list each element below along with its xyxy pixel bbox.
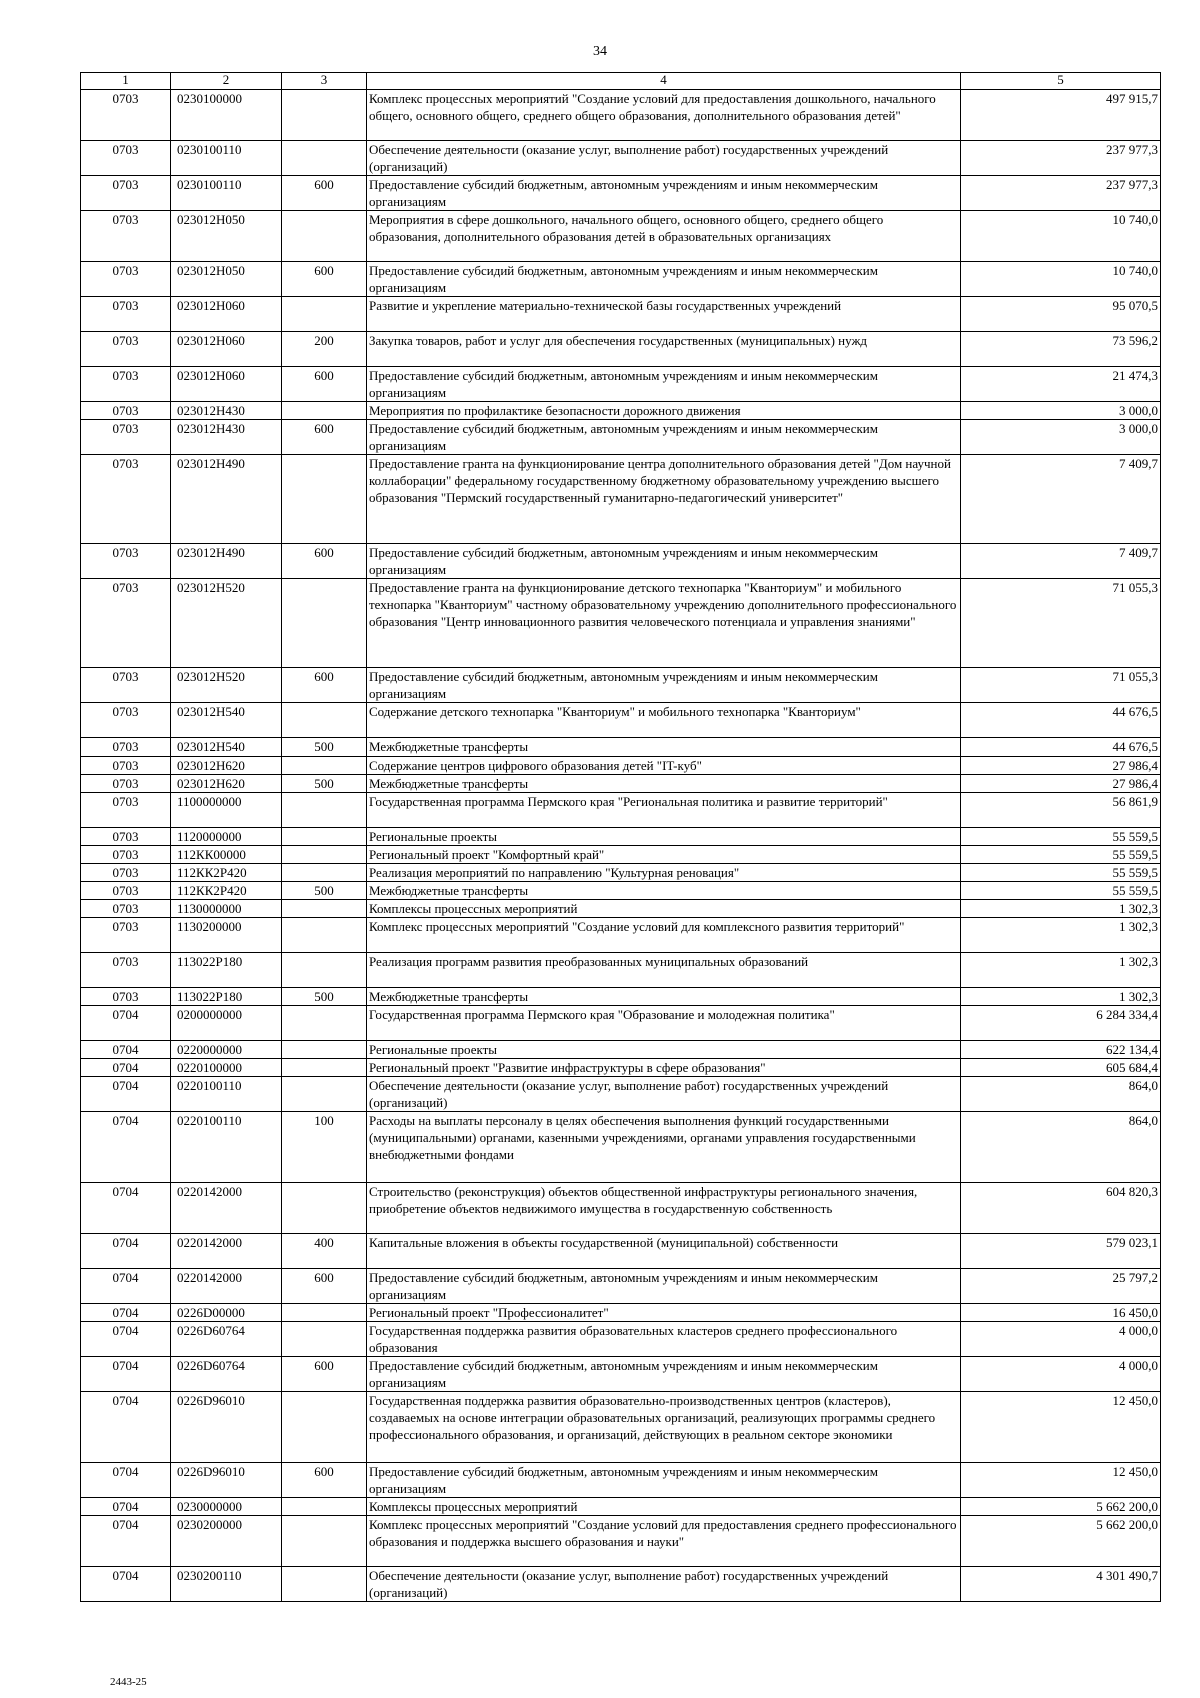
description-cell: Мероприятия в сфере дошкольного, начального общего, основного общего, среднего общего образования, дополнительного образования детей в образовательных организациях xyxy=(367,211,961,262)
table-body xyxy=(81,73,1161,1602)
table-row xyxy=(81,1077,1161,1112)
expense-type-cell xyxy=(282,90,367,141)
expense-type-cell xyxy=(282,864,367,882)
description-cell: Предоставление субсидий бюджетным, автономным учреждениям и иным некоммерческим организациям xyxy=(367,544,961,579)
code-cell: 0220000000 xyxy=(171,1041,282,1059)
expense-type-cell xyxy=(282,579,367,668)
amount-cell: 864,0 xyxy=(961,1077,1161,1112)
section-cell: 0703 xyxy=(81,793,171,828)
section-cell: 0703 xyxy=(81,953,171,988)
code-cell: 0220142000 xyxy=(171,1234,282,1269)
description-cell: Строительство (реконструкция) объектов общественной инфраструктуры регионального значения, приобретение объектов недвижимого имущества в государственную собственность xyxy=(367,1183,961,1234)
table-row xyxy=(81,900,1161,918)
description-cell: Предоставление субсидий бюджетным, автономным учреждениям и иным некоммерческим организациям xyxy=(367,367,961,402)
section-cell: 0704 xyxy=(81,1059,171,1077)
expense-type-cell xyxy=(282,900,367,918)
section-cell: 0703 xyxy=(81,882,171,900)
description-cell: Комплекс процессных мероприятий "Создание условий для предоставления дошкольного, начального общего, основного общего, среднего общего образования, дополнительного образования детей" xyxy=(367,90,961,141)
section-cell: 0704 xyxy=(81,1269,171,1304)
code-cell: 113022Р180 xyxy=(171,988,282,1006)
code-cell: 0226D00000 xyxy=(171,1304,282,1322)
code-cell: 023012Н490 xyxy=(171,455,282,544)
amount-cell: 10 740,0 xyxy=(961,211,1161,262)
code-cell: 023012Н540 xyxy=(171,703,282,738)
amount-cell: 7 409,7 xyxy=(961,455,1161,544)
amount-cell: 44 676,5 xyxy=(961,703,1161,738)
amount-cell: 3 000,0 xyxy=(961,402,1161,420)
code-cell: 023012Н620 xyxy=(171,775,282,793)
description-cell: Комплексы процессных мероприятий xyxy=(367,1498,961,1516)
section-cell: 0703 xyxy=(81,918,171,953)
amount-cell: 5 662 200,0 xyxy=(961,1498,1161,1516)
amount-cell: 1 302,3 xyxy=(961,918,1161,953)
code-cell: 023012Н540 xyxy=(171,738,282,757)
section-cell: 0703 xyxy=(81,988,171,1006)
description-cell: Расходы на выплаты персоналу в целях обеспечения выполнения функций государственными (муниципальными) органами, казенными учреждениями, органами управления государственными внебюджетными фондами xyxy=(367,1112,961,1183)
section-cell: 0704 xyxy=(81,1498,171,1516)
code-cell: 0230100000 xyxy=(171,90,282,141)
section-cell: 0703 xyxy=(81,402,171,420)
expense-type-cell xyxy=(282,297,367,332)
amount-cell: 6 284 334,4 xyxy=(961,1006,1161,1041)
section-cell: 0704 xyxy=(81,1304,171,1322)
code-cell: 112КК2Р420 xyxy=(171,864,282,882)
table-row xyxy=(81,1269,1161,1304)
section-cell: 0703 xyxy=(81,668,171,703)
code-cell: 0226D96010 xyxy=(171,1463,282,1498)
column-header-5: 5 xyxy=(961,73,1161,90)
table-row xyxy=(81,1304,1161,1322)
expense-type-cell: 600 xyxy=(282,367,367,402)
expense-type-cell xyxy=(282,703,367,738)
code-cell: 023012Н430 xyxy=(171,402,282,420)
description-cell: Мероприятия по профилактике безопасности дорожного движения xyxy=(367,402,961,420)
section-cell: 0703 xyxy=(81,176,171,211)
section-cell: 0704 xyxy=(81,1567,171,1602)
description-cell: Региональные проекты xyxy=(367,828,961,846)
table-row xyxy=(81,211,1161,262)
section-cell: 0703 xyxy=(81,141,171,176)
expense-type-cell: 500 xyxy=(282,882,367,900)
section-cell: 0703 xyxy=(81,864,171,882)
description-cell: Межбюджетные трансферты xyxy=(367,738,961,757)
table-row xyxy=(81,1498,1161,1516)
section-cell: 0704 xyxy=(81,1234,171,1269)
table-row xyxy=(81,297,1161,332)
amount-cell: 497 915,7 xyxy=(961,90,1161,141)
description-cell: Региональный проект "Профессионалитет" xyxy=(367,1304,961,1322)
expense-type-cell xyxy=(282,918,367,953)
table-row xyxy=(81,90,1161,141)
expense-type-cell xyxy=(282,1059,367,1077)
description-cell: Развитие и укрепление материально-технической базы государственных учреждений xyxy=(367,297,961,332)
code-cell: 113022Р180 xyxy=(171,953,282,988)
description-cell: Капитальные вложения в объекты государственной (муниципальной) собственности xyxy=(367,1234,961,1269)
amount-cell: 12 450,0 xyxy=(961,1392,1161,1463)
section-cell: 0704 xyxy=(81,1041,171,1059)
amount-cell: 10 740,0 xyxy=(961,262,1161,297)
table-row xyxy=(81,1112,1161,1183)
description-cell: Обеспечение деятельности (оказание услуг, выполнение работ) государственных учреждений (организаций) xyxy=(367,1077,961,1112)
section-cell: 0704 xyxy=(81,1357,171,1392)
description-cell: Предоставление субсидий бюджетным, автономным учреждениям и иным некоммерческим организациям xyxy=(367,176,961,211)
amount-cell: 55 559,5 xyxy=(961,882,1161,900)
section-cell: 0704 xyxy=(81,1077,171,1112)
expense-type-cell: 600 xyxy=(282,1269,367,1304)
description-cell: Предоставление субсидий бюджетным, автономным учреждениям и иным некоммерческим организациям xyxy=(367,1357,961,1392)
code-cell: 023012Н060 xyxy=(171,297,282,332)
description-cell: Содержание детского технопарка "Кванториум" и мобильного технопарка "Кванториум" xyxy=(367,703,961,738)
description-cell: Предоставление субсидий бюджетным, автономным учреждениям и иным некоммерческим организациям xyxy=(367,1269,961,1304)
code-cell: 1100000000 xyxy=(171,793,282,828)
table-row xyxy=(81,864,1161,882)
amount-cell: 55 559,5 xyxy=(961,864,1161,882)
column-header-1: 1 xyxy=(81,73,171,90)
amount-cell: 237 977,3 xyxy=(961,141,1161,176)
table-row xyxy=(81,1059,1161,1077)
code-cell: 023012Н520 xyxy=(171,668,282,703)
expense-type-cell: 400 xyxy=(282,1234,367,1269)
description-cell: Предоставление субсидий бюджетным, автономным учреждениям и иным некоммерческим организациям xyxy=(367,262,961,297)
section-cell: 0703 xyxy=(81,828,171,846)
amount-cell: 16 450,0 xyxy=(961,1304,1161,1322)
table-row xyxy=(81,262,1161,297)
amount-cell: 71 055,3 xyxy=(961,668,1161,703)
amount-cell: 622 134,4 xyxy=(961,1041,1161,1059)
table-row xyxy=(81,402,1161,420)
footer-document-code: 2443-25 xyxy=(110,1676,147,1688)
section-cell: 0704 xyxy=(81,1322,171,1357)
amount-cell: 44 676,5 xyxy=(961,738,1161,757)
section-cell: 0703 xyxy=(81,757,171,775)
expense-type-cell xyxy=(282,1392,367,1463)
description-cell: Межбюджетные трансферты xyxy=(367,775,961,793)
description-cell: Реализация мероприятий по направлению "Культурная реновация" xyxy=(367,864,961,882)
expense-type-cell: 600 xyxy=(282,544,367,579)
expense-type-cell xyxy=(282,1006,367,1041)
section-cell: 0703 xyxy=(81,262,171,297)
code-cell: 023012Н050 xyxy=(171,262,282,297)
table-row xyxy=(81,579,1161,668)
section-cell: 0703 xyxy=(81,420,171,455)
section-cell: 0704 xyxy=(81,1392,171,1463)
description-cell: Предоставление гранта на функционирование центра дополнительного образования детей "Дом научной коллаборации" федеральному государственному бюджетному образовательному учреждению высшего образования "Пермский государственный гуманитарно-педагогический университет" xyxy=(367,455,961,544)
table-row xyxy=(81,793,1161,828)
description-cell: Государственная поддержка развития образовательных кластеров среднего профессионального образования xyxy=(367,1322,961,1357)
table-row xyxy=(81,332,1161,367)
amount-cell: 55 559,5 xyxy=(961,828,1161,846)
amount-cell: 4 301 490,7 xyxy=(961,1567,1161,1602)
section-cell: 0703 xyxy=(81,703,171,738)
description-cell: Обеспечение деятельности (оказание услуг, выполнение работ) государственных учреждений (организаций) xyxy=(367,141,961,176)
expense-type-cell: 500 xyxy=(282,738,367,757)
expense-type-cell xyxy=(282,1304,367,1322)
section-cell: 0703 xyxy=(81,775,171,793)
code-cell: 0230200110 xyxy=(171,1567,282,1602)
section-cell: 0704 xyxy=(81,1463,171,1498)
expense-type-cell xyxy=(282,828,367,846)
table-header-row xyxy=(81,73,1161,90)
table-row xyxy=(81,846,1161,864)
expense-type-cell xyxy=(282,1322,367,1357)
table-row xyxy=(81,176,1161,211)
section-cell: 0704 xyxy=(81,1183,171,1234)
expense-type-cell xyxy=(282,1567,367,1602)
amount-cell: 604 820,3 xyxy=(961,1183,1161,1234)
code-cell: 023012Н060 xyxy=(171,332,282,367)
expense-type-cell xyxy=(282,793,367,828)
column-header-2: 2 xyxy=(171,73,282,90)
code-cell: 1130000000 xyxy=(171,900,282,918)
table-row xyxy=(81,828,1161,846)
amount-cell: 3 000,0 xyxy=(961,420,1161,455)
amount-cell: 237 977,3 xyxy=(961,176,1161,211)
description-cell: Межбюджетные трансферты xyxy=(367,988,961,1006)
section-cell: 0703 xyxy=(81,900,171,918)
section-cell: 0704 xyxy=(81,1006,171,1041)
code-cell: 1120000000 xyxy=(171,828,282,846)
expense-type-cell xyxy=(282,846,367,864)
description-cell: Региональный проект "Развитие инфраструктуры в сфере образования" xyxy=(367,1059,961,1077)
table-row xyxy=(81,1516,1161,1567)
description-cell: Обеспечение деятельности (оказание услуг, выполнение работ) государственных учреждений (организаций) xyxy=(367,1567,961,1602)
description-cell: Региональный проект "Комфортный край" xyxy=(367,846,961,864)
description-cell: Комплексы процессных мероприятий xyxy=(367,900,961,918)
description-cell: Закупка товаров, работ и услуг для обеспечения государственных (муниципальных) нужд xyxy=(367,332,961,367)
table-row xyxy=(81,1392,1161,1463)
amount-cell: 71 055,3 xyxy=(961,579,1161,668)
code-cell: 023012Н490 xyxy=(171,544,282,579)
amount-cell: 27 986,4 xyxy=(961,757,1161,775)
code-cell: 0226D60764 xyxy=(171,1322,282,1357)
description-cell: Предоставление гранта на функционирование детского технопарка "Кванториум" и мобильного технопарка "Кванториум" частному образовательному учреждению дополнительного профессионального образования "Центр инновационного развития человеческого потенциала и управления знаниями" xyxy=(367,579,961,668)
section-cell: 0703 xyxy=(81,738,171,757)
amount-cell: 864,0 xyxy=(961,1112,1161,1183)
expense-type-cell: 600 xyxy=(282,262,367,297)
description-cell: Реализация программ развития преобразованных муниципальных образований xyxy=(367,953,961,988)
table-row xyxy=(81,882,1161,900)
code-cell: 1130200000 xyxy=(171,918,282,953)
amount-cell: 1 302,3 xyxy=(961,953,1161,988)
description-cell: Государственная программа Пермского края "Региональная политика и развитие территорий" xyxy=(367,793,961,828)
table-row xyxy=(81,757,1161,775)
expense-type-cell xyxy=(282,1183,367,1234)
code-cell: 0220100110 xyxy=(171,1077,282,1112)
code-cell: 112КК2Р420 xyxy=(171,882,282,900)
expense-type-cell: 500 xyxy=(282,988,367,1006)
code-cell: 0230200000 xyxy=(171,1516,282,1567)
code-cell: 0220100110 xyxy=(171,1112,282,1183)
table-row xyxy=(81,455,1161,544)
code-cell: 0230100110 xyxy=(171,141,282,176)
table-row xyxy=(81,1322,1161,1357)
code-cell: 0226D96010 xyxy=(171,1392,282,1463)
description-cell: Региональные проекты xyxy=(367,1041,961,1059)
table-row xyxy=(81,1463,1161,1498)
page-number: 34 xyxy=(593,44,607,59)
code-cell: 0200000000 xyxy=(171,1006,282,1041)
expense-type-cell xyxy=(282,953,367,988)
amount-cell: 605 684,4 xyxy=(961,1059,1161,1077)
expense-type-cell: 500 xyxy=(282,775,367,793)
table-row xyxy=(81,738,1161,757)
expense-type-cell: 600 xyxy=(282,420,367,455)
table-row xyxy=(81,918,1161,953)
expense-type-cell: 600 xyxy=(282,1463,367,1498)
amount-cell: 5 662 200,0 xyxy=(961,1516,1161,1567)
table-row xyxy=(81,1183,1161,1234)
expense-type-cell xyxy=(282,141,367,176)
amount-cell: 27 986,4 xyxy=(961,775,1161,793)
code-cell: 0220100000 xyxy=(171,1059,282,1077)
code-cell: 023012Н060 xyxy=(171,367,282,402)
table-row xyxy=(81,420,1161,455)
table-row xyxy=(81,544,1161,579)
description-cell: Комплекс процессных мероприятий "Создание условий для предоставления среднего профессионального образования и поддержка высшего образования и науки" xyxy=(367,1516,961,1567)
amount-cell: 21 474,3 xyxy=(961,367,1161,402)
description-cell: Межбюджетные трансферты xyxy=(367,882,961,900)
amount-cell: 12 450,0 xyxy=(961,1463,1161,1498)
description-cell: Содержание центров цифрового образования детей "IT-куб" xyxy=(367,757,961,775)
expense-type-cell: 600 xyxy=(282,176,367,211)
amount-cell: 1 302,3 xyxy=(961,900,1161,918)
description-cell: Предоставление субсидий бюджетным, автономным учреждениям и иным некоммерческим организациям xyxy=(367,668,961,703)
expense-type-cell xyxy=(282,1041,367,1059)
expense-type-cell xyxy=(282,1516,367,1567)
table-row xyxy=(81,1234,1161,1269)
section-cell: 0703 xyxy=(81,544,171,579)
budget-table xyxy=(80,72,1161,1602)
section-cell: 0704 xyxy=(81,1112,171,1183)
amount-cell: 4 000,0 xyxy=(961,1357,1161,1392)
amount-cell: 56 861,9 xyxy=(961,793,1161,828)
amount-cell: 55 559,5 xyxy=(961,846,1161,864)
amount-cell: 25 797,2 xyxy=(961,1269,1161,1304)
expense-type-cell xyxy=(282,757,367,775)
description-cell: Государственная программа Пермского края "Образование и молодежная политика" xyxy=(367,1006,961,1041)
table-row xyxy=(81,1567,1161,1602)
section-cell: 0703 xyxy=(81,332,171,367)
description-cell: Предоставление субсидий бюджетным, автономным учреждениям и иным некоммерческим организациям xyxy=(367,1463,961,1498)
code-cell: 023012Н620 xyxy=(171,757,282,775)
expense-type-cell: 200 xyxy=(282,332,367,367)
amount-cell: 73 596,2 xyxy=(961,332,1161,367)
expense-type-cell: 600 xyxy=(282,1357,367,1392)
amount-cell: 7 409,7 xyxy=(961,544,1161,579)
code-cell: 0220142000 xyxy=(171,1269,282,1304)
amount-cell: 1 302,3 xyxy=(961,988,1161,1006)
code-cell: 0230100110 xyxy=(171,176,282,211)
table-row xyxy=(81,703,1161,738)
amount-cell: 95 070,5 xyxy=(961,297,1161,332)
table-row xyxy=(81,1006,1161,1041)
expense-type-cell xyxy=(282,1077,367,1112)
description-cell: Государственная поддержка развития образовательно-производственных центров (кластеров), создаваемых на основе интеграции образовательных организаций, реализующих программы среднего профессионального образования, и организаций, действующих в реальном секторе экономики xyxy=(367,1392,961,1463)
description-cell: Предоставление субсидий бюджетным, автономным учреждениям и иным некоммерческим организациям xyxy=(367,420,961,455)
section-cell: 0703 xyxy=(81,297,171,332)
table-row xyxy=(81,1041,1161,1059)
code-cell: 0226D60764 xyxy=(171,1357,282,1392)
section-cell: 0703 xyxy=(81,211,171,262)
section-cell: 0704 xyxy=(81,1516,171,1567)
expense-type-cell xyxy=(282,455,367,544)
section-cell: 0703 xyxy=(81,90,171,141)
expense-type-cell: 600 xyxy=(282,668,367,703)
table-row xyxy=(81,988,1161,1006)
expense-type-cell: 100 xyxy=(282,1112,367,1183)
column-header-3: 3 xyxy=(282,73,367,90)
section-cell: 0703 xyxy=(81,579,171,668)
expense-type-cell xyxy=(282,402,367,420)
column-header-4: 4 xyxy=(367,73,961,90)
amount-cell: 579 023,1 xyxy=(961,1234,1161,1269)
amount-cell: 4 000,0 xyxy=(961,1322,1161,1357)
section-cell: 0703 xyxy=(81,846,171,864)
section-cell: 0703 xyxy=(81,367,171,402)
code-cell: 112КК00000 xyxy=(171,846,282,864)
table-row xyxy=(81,141,1161,176)
section-cell: 0703 xyxy=(81,455,171,544)
code-cell: 023012Н050 xyxy=(171,211,282,262)
description-cell: Комплекс процессных мероприятий "Создание условий для комплексного развития территорий" xyxy=(367,918,961,953)
expense-type-cell xyxy=(282,1498,367,1516)
table-row xyxy=(81,953,1161,988)
code-cell: 023012Н430 xyxy=(171,420,282,455)
table-row xyxy=(81,775,1161,793)
expense-type-cell xyxy=(282,211,367,262)
table-row xyxy=(81,1357,1161,1392)
table-row xyxy=(81,668,1161,703)
code-cell: 023012Н520 xyxy=(171,579,282,668)
table-row xyxy=(81,367,1161,402)
code-cell: 0220142000 xyxy=(171,1183,282,1234)
code-cell: 0230000000 xyxy=(171,1498,282,1516)
